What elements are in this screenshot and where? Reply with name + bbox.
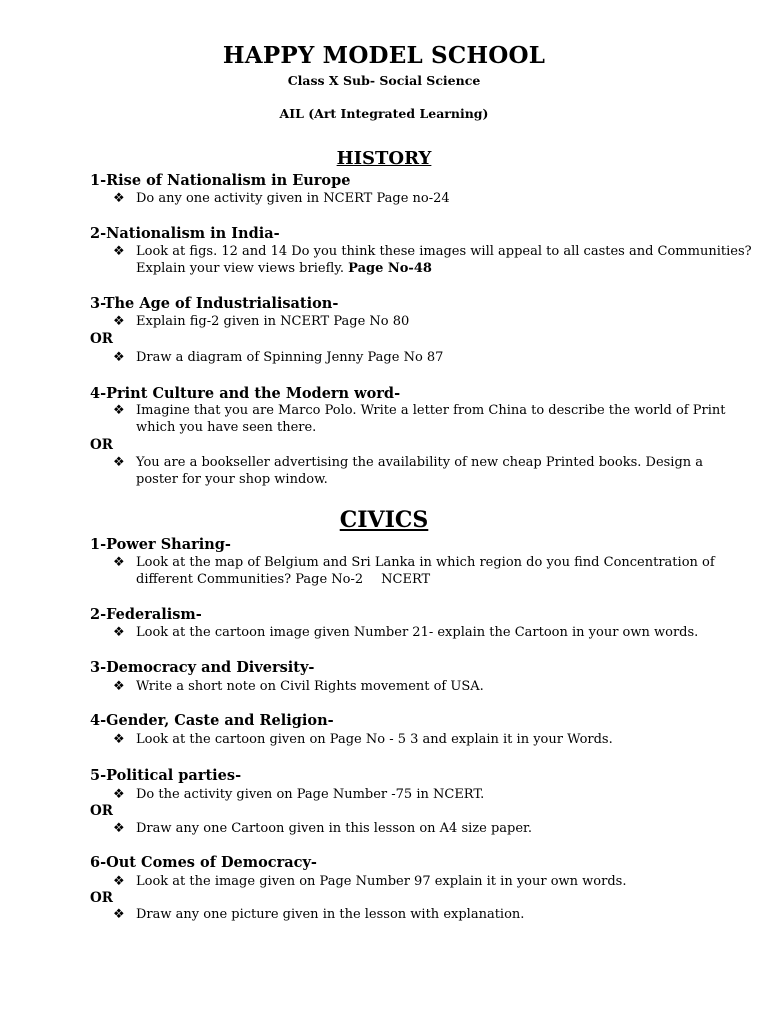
history-2-item-1-line-2	[136, 262, 432, 275]
civics-heading-1: 1-Power Sharing-	[90, 536, 231, 553]
bullet-icon: ❖	[113, 455, 125, 470]
bullet-icon: ❖	[113, 314, 125, 329]
bullet-icon: ❖	[113, 821, 125, 836]
civics-1-item-1-line-1: Look at the map of Belgium and Sri Lanka in which region do you find Concentration of	[136, 555, 715, 570]
history-4-item-2-line-1: You are a bookseller advertising the availability of new cheap Printed books. Design a	[136, 455, 704, 470]
school-name: HAPPY MODEL SCHOOL	[222, 42, 546, 69]
history-4-item-1-line-2: which you have seen there.	[136, 420, 317, 435]
or-label: OR	[90, 331, 113, 347]
history-heading-1: 1-Rise of Nationalism in Europe	[90, 172, 351, 189]
or-label: OR	[90, 803, 113, 819]
civics-title: CIVICS	[339, 507, 429, 533]
or-label: OR	[90, 890, 113, 906]
civics-heading-5: 5-Political parties-	[90, 767, 242, 784]
bullet-icon: ❖	[113, 555, 125, 570]
civics-heading-2: 2-Federalism-	[90, 606, 202, 623]
history-heading-2: 2-Nationalism in India-	[90, 225, 280, 242]
civics-5-item-2: Draw any one Cartoon given in this lesson on A4 size paper.	[136, 821, 532, 836]
bullet-icon: ❖	[113, 403, 125, 418]
history-2-item-1-text: Explain your view views briefly.	[136, 261, 344, 276]
civics-5-item-1: Do the activity given on Page Number -75 in NCERT.	[136, 787, 485, 802]
or-label: OR	[90, 437, 113, 453]
civics-6-item-2: Draw any one picture given in the lesson with explanation.	[136, 907, 525, 922]
bullet-icon: ❖	[113, 732, 125, 747]
history-3-item-1: Explain fig-2 given in NCERT Page No 80	[136, 314, 410, 329]
bullet-icon: ❖	[113, 191, 125, 206]
bullet-icon: ❖	[113, 679, 125, 694]
civics-2-item-1: Look at the cartoon image given Number 21- explain the Cartoon in your own words.	[136, 625, 699, 640]
civics-heading-6: 6-Out Comes of Democracy-	[90, 854, 317, 871]
bullet-icon: ❖	[113, 874, 125, 889]
history-4-item-1-line-1: Imagine that you are Marco Polo. Write a letter from China to describe the world of Print	[136, 403, 726, 418]
civics-6-item-1: Look at the image given on Page Number 97 explain it in your own words.	[136, 874, 627, 889]
history-1-item-1: Do any one activity given in NCERT Page no-24	[136, 191, 450, 206]
civics-4-item-1: Look at the cartoon given on Page No - 5 3 and explain it in your Words.	[136, 732, 613, 747]
ail-line: AIL (Art Integrated Learning)	[279, 106, 489, 121]
civics-1-page-ref: different Communities? Page No-2	[136, 572, 364, 587]
civics-heading-3: 3-Democracy and Diversity-	[90, 659, 315, 676]
history-3-item-2: Draw a diagram of Spinning Jenny Page No 87	[136, 350, 444, 365]
bullet-icon: ❖	[113, 787, 125, 802]
history-4-item-2-line-2: poster for your shop window.	[136, 472, 328, 487]
civics-1-item-1-line-2	[136, 573, 430, 586]
bullet-icon: ❖	[113, 350, 125, 365]
history-heading-4: 4-Print Culture and the Modern word-	[90, 385, 401, 402]
civics-3-item-1: Write a short note on Civil Rights movement of USA.	[136, 679, 484, 694]
civics-heading-4: 4-Gender, Caste and Religion-	[90, 712, 334, 729]
class-subject-line: Class X Sub- Social Science	[287, 73, 481, 88]
civics-1-ncert: NCERT	[381, 572, 431, 587]
bullet-icon: ❖	[113, 907, 125, 922]
history-title: HISTORY	[336, 148, 432, 169]
bullet-icon: ❖	[113, 625, 125, 640]
bullet-icon: ❖	[113, 244, 125, 259]
history-2-page-ref: Page No-48	[348, 261, 432, 276]
history-2-item-1-line-1: Look at figs. 12 and 14 Do you think these images will appeal to all castes and Communities?	[136, 244, 752, 259]
history-heading-3: 3-The Age of Industrialisation-	[90, 295, 339, 312]
